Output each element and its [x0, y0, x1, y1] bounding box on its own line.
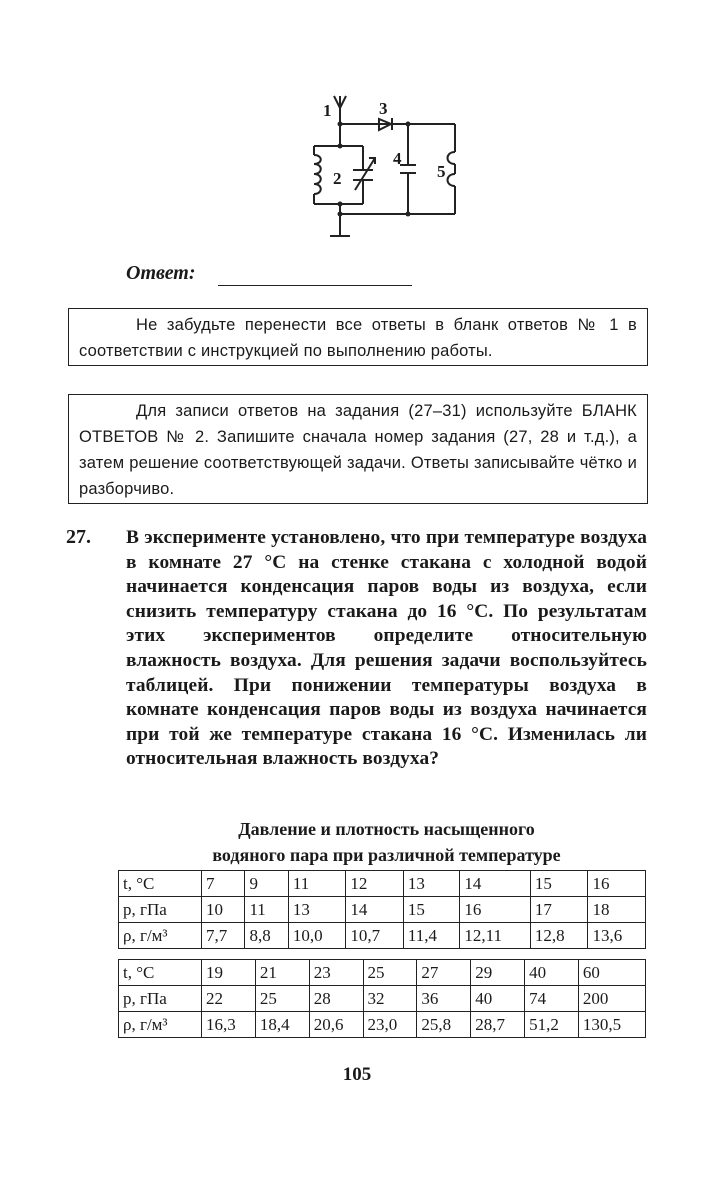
table-row — [119, 986, 646, 1012]
row-header-rho: ρ, г/м³ — [119, 1012, 202, 1038]
table-cell: 19 — [202, 960, 256, 986]
page-number: 105 — [342, 1064, 372, 1085]
table-cell: 12,11 — [460, 923, 531, 949]
table-cell: 21 — [255, 960, 309, 986]
table-cell: 200 — [578, 986, 645, 1012]
notice-2-text: Для записи ответов на задания (27–31) используйте БЛАНК ОТВЕТОВ № 2. Запишите сначала номер задания (27, 28 и т.д.), а затем решение соответствующей задачи. Ответы записывайте чётко и разборчиво. — [79, 402, 637, 498]
table-cell: 8,8 — [245, 923, 288, 949]
table-row — [119, 897, 646, 923]
ground-symbol — [330, 214, 350, 236]
table-cell: 7,7 — [202, 923, 245, 949]
table-row — [119, 923, 646, 949]
table-cell: 23 — [309, 960, 363, 986]
table-cell: 20,6 — [309, 1012, 363, 1038]
vapor-table-part-1 — [118, 870, 646, 949]
inductor-symbol — [314, 155, 321, 194]
table-cell: 18 — [588, 897, 646, 923]
question-text: В эксперименте установлено, что при температуре воздуха в комнате 27 °С на стенке стакана с холодной водой начинается конденсация паров воды из воздуха, если снизить температуру стакана до 16 °С. По результатам этих экспериментов определите относительную влажность воздуха. Для решения задачи воспользуйтесь таблицей. При понижении температуры воздуха в комнате конденсация паров воды из воздуха начинается при той же температуре стакана 16 °С. Изменилась ли относительная влажность воздуха? — [126, 527, 647, 770]
table-cell: 22 — [202, 986, 256, 1012]
table-cell: 25 — [255, 986, 309, 1012]
table-cell: 11 — [245, 897, 288, 923]
question-number: 27. — [66, 526, 91, 548]
table-cell: 27 — [417, 960, 471, 986]
table-cell: 9 — [245, 871, 288, 897]
notice-1-text: Не забудьте перенести все ответы в бланк ответов № 1 в соответствии с инструкцией по выполнению работы. — [79, 316, 637, 360]
answer-line[interactable] — [218, 285, 412, 286]
table-cell: 28 — [309, 986, 363, 1012]
table-cell: 18,4 — [255, 1012, 309, 1038]
table-cell: 16 — [460, 897, 531, 923]
table-cell: 36 — [417, 986, 471, 1012]
table-cell: 32 — [363, 986, 417, 1012]
notice-box-1 — [68, 308, 648, 366]
circuit-label-4: 4 — [393, 149, 402, 168]
table-cell: 13,6 — [588, 923, 646, 949]
row-header-p: p, гПа — [119, 897, 202, 923]
circuit-label-3: 3 — [379, 99, 388, 118]
table-row — [119, 1012, 646, 1038]
table-cell: 25 — [363, 960, 417, 986]
table-cell: 16,3 — [202, 1012, 256, 1038]
table-cell: 29 — [471, 960, 525, 986]
row-header-t: t, °С — [119, 871, 202, 897]
table-cell: 10,7 — [346, 923, 404, 949]
table-cell: 40 — [471, 986, 525, 1012]
row-header-p: p, гПа — [119, 986, 202, 1012]
table-cell: 13 — [403, 871, 459, 897]
circuit-label-2: 2 — [333, 169, 342, 188]
table-cell: 28,7 — [471, 1012, 525, 1038]
capacitor-symbol — [400, 165, 416, 173]
table-cell: 130,5 — [578, 1012, 645, 1038]
table-cell: 23,0 — [363, 1012, 417, 1038]
table-cell: 25,8 — [417, 1012, 471, 1038]
table-cell: 51,2 — [525, 1012, 579, 1038]
row-header-rho: ρ, г/м³ — [119, 923, 202, 949]
table-title — [126, 816, 647, 868]
answer-label: Ответ: — [126, 262, 196, 284]
table-cell: 16 — [588, 871, 646, 897]
table-cell: 12 — [346, 871, 404, 897]
circuit-label-5: 5 — [437, 162, 446, 181]
vapor-table-part-2 — [118, 959, 646, 1038]
table-title-line-2: водяного пара при различной температуре — [212, 845, 561, 865]
table-cell: 17 — [530, 897, 588, 923]
circuit-diagram — [295, 92, 475, 252]
table-cell: 11,4 — [403, 923, 459, 949]
table-cell: 7 — [202, 871, 245, 897]
table-row — [119, 960, 646, 986]
table-cell: 60 — [578, 960, 645, 986]
notice-box-2 — [68, 394, 648, 504]
table-cell: 14 — [346, 897, 404, 923]
table-cell: 12,8 — [530, 923, 588, 949]
table-cell: 15 — [530, 871, 588, 897]
table-title-line-1: Давление и плотность насыщенного — [238, 819, 535, 839]
table-cell: 10 — [202, 897, 245, 923]
table-cell: 14 — [460, 871, 531, 897]
row-header-t: t, °С — [119, 960, 202, 986]
table-cell: 10,0 — [288, 923, 346, 949]
table-cell: 40 — [525, 960, 579, 986]
table-cell: 11 — [288, 871, 346, 897]
antenna-symbol — [334, 96, 346, 124]
table-cell: 74 — [525, 986, 579, 1012]
circuit-label-1: 1 — [323, 101, 332, 120]
table-cell: 15 — [403, 897, 459, 923]
table-row — [119, 871, 646, 897]
table-cell: 13 — [288, 897, 346, 923]
headphones-symbol — [448, 152, 456, 186]
